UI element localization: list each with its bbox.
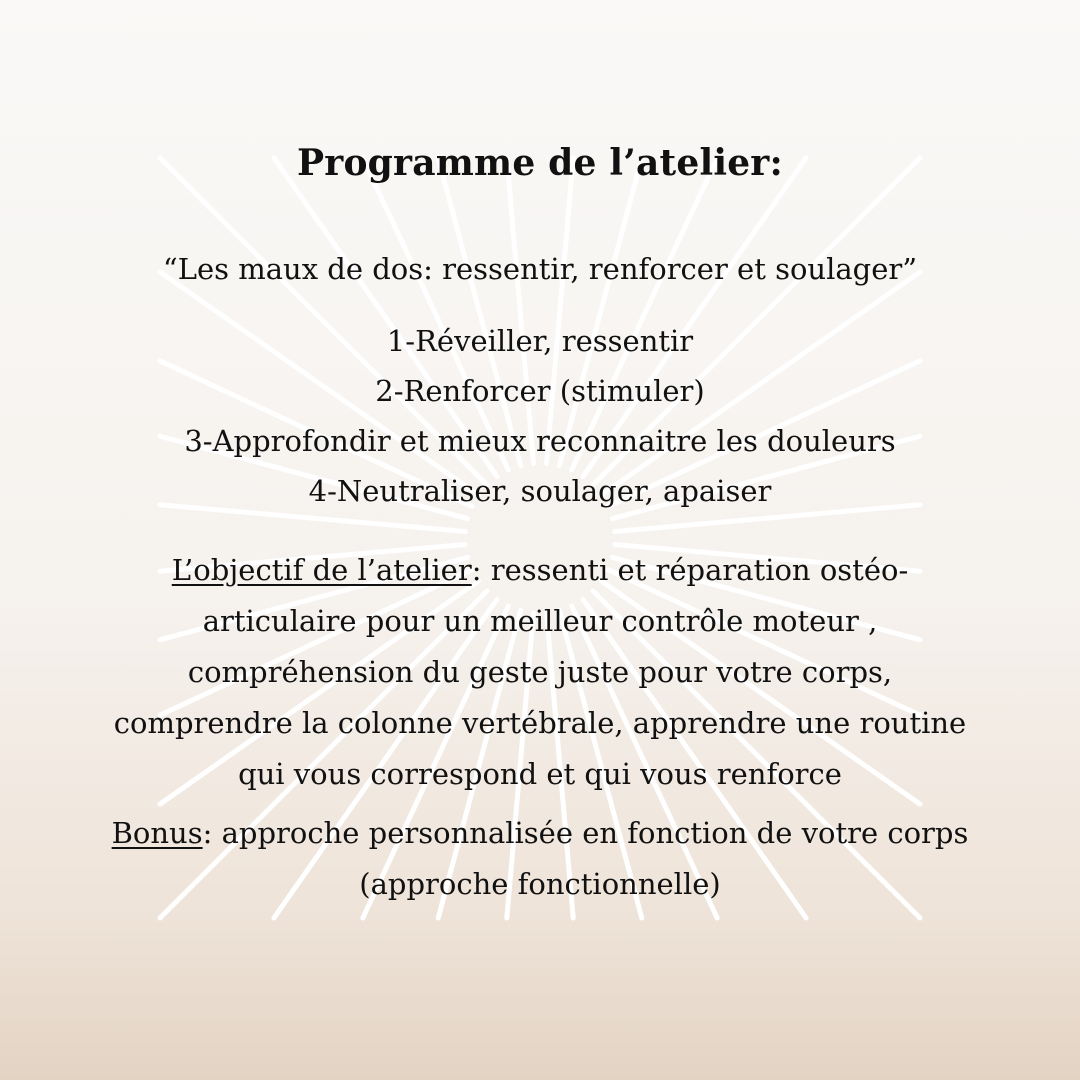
objective-label: L’objectif de l’atelier: [171, 553, 472, 587]
bonus-label: Bonus: [111, 816, 203, 850]
objective-paragraph: [100, 545, 980, 800]
bonus-paragraph: [70, 808, 1010, 910]
list-item: 2-Renforcer (stimuler): [375, 374, 705, 408]
bonus-separator: :: [202, 816, 222, 850]
list-item: 1-Réveiller, ressentir: [386, 324, 694, 358]
bonus-text: approche personnalisée en fonction de votre corps: [221, 816, 969, 850]
objective-text: ressenti et réparation ostéo-articulaire pour un meilleur contrôle moteur , compréhension du geste juste pour votre corps, comprendre la colonne vertébrale, apprendre une routine qui vous correspond et qui vous renforce: [113, 553, 967, 791]
list-item: 4-Neutraliser, soulager, apaiser: [308, 474, 772, 508]
steps-list: [0, 316, 1080, 516]
list-item: 3-Approfondir et mieux reconnaitre les douleurs: [184, 424, 896, 458]
page-title: Programme de l’atelier:: [297, 142, 783, 184]
objective-separator: :: [471, 553, 491, 587]
workshop-subtitle: “Les maux de dos: ressentir, renforcer et soulager”: [162, 252, 918, 286]
bonus-note: (approche fonctionnelle): [359, 867, 721, 901]
